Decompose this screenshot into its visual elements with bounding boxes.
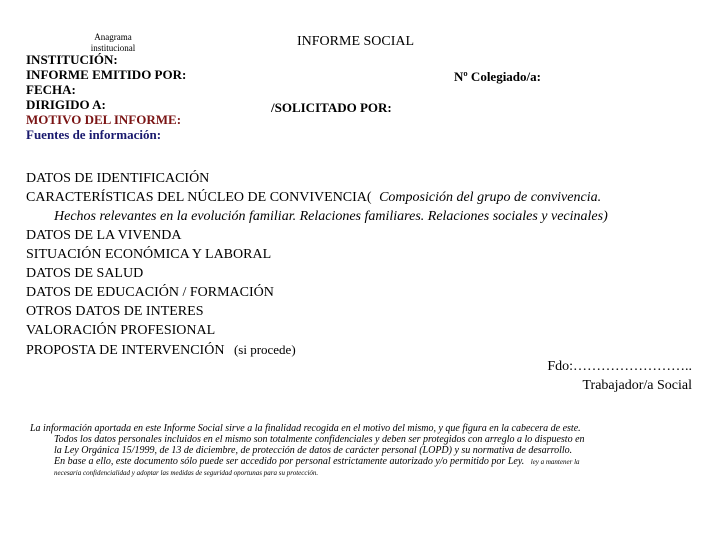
section-valoracion: VALORACIÓN PROFESIONAL [26, 323, 216, 338]
legal-notice-line-3: la Ley Orgánica 15/1999, de 13 de diciembre, de protección de datos de carácter personal (LOPD) y su normativa de desarrollo. [54, 445, 573, 456]
legal-notice-line-4 [30, 456, 585, 468]
field-colegiado: Nº Colegiado/a: [454, 69, 541, 84]
legal-notice-line-4-small: ley a mantener la [530, 458, 580, 466]
legal-notice [30, 423, 585, 479]
field-fuentes: Fuentes de información: [26, 127, 162, 142]
logo-line-1: Anagrama [94, 32, 132, 42]
section-caracteristicas-note-2: Hechos relevantes en la evolución familiar. Relaciones familiares. Relaciones sociales y vecinales) [54, 209, 608, 224]
legal-notice-line-2: Todos los datos personales incluidos en el mismo son totalmente confidenciales y deben ser protegidos con arreglo a lo dispuesto en [54, 434, 585, 445]
page-title: INFORME SOCIAL [297, 34, 415, 49]
section-economica: SITUACIÓN ECONÓMICA Y LABORAL [26, 247, 272, 262]
signature-role: Trabajador/a Social [582, 378, 692, 393]
legal-notice-line-1: La información aportada en este Informe Social sirve a la finalidad recogida en el motivo del mismo, y que figura en la cabecera de este. [30, 423, 581, 434]
section-propuesta-title: PROPOSTA DE INTERVENCIÓN [26, 343, 225, 358]
section-identificacion: DATOS DE IDENTIFICACIÓN [26, 171, 210, 186]
legal-notice-line-5: necesaria confidencialidad y adoptar las medidas de seguridad oportunas para su protección. [54, 469, 319, 477]
report-sections [26, 169, 608, 360]
field-emitido-por: INFORME EMITIDO POR: [26, 67, 187, 82]
section-caracteristicas-note-1: Composición del grupo de convivencia. [379, 190, 602, 205]
section-propuesta-note: (si procede) [233, 342, 296, 357]
signature-fdo: Fdo:…………………….. [547, 359, 692, 374]
section-caracteristicas [26, 188, 608, 207]
section-educacion: DATOS DE EDUCACIÓN / FORMACIÓN [26, 285, 274, 300]
field-dirigido-a: DIRIGIDO A: [26, 97, 106, 112]
section-caracteristicas-title: CARACTERÍSTICAS DEL NÚCLEO DE CONVIVENCIA( [26, 190, 372, 205]
legal-notice-line-4-text: En base a ello, este documento sólo puede ser accedido por personal estrictamente autorizado y/o permitido por Ley. [54, 456, 525, 467]
logo-placeholder [73, 32, 153, 54]
header-fields [26, 52, 186, 142]
field-institucion: INSTITUCIÓN: [26, 52, 118, 67]
field-fecha: FECHA: [26, 82, 76, 97]
logo-line-2: institucional [90, 43, 136, 53]
field-motivo: MOTIVO DEL INFORME: [26, 112, 182, 127]
field-solicitado-por: /SOLICITADO POR: [271, 100, 392, 115]
section-propuesta [26, 340, 608, 360]
section-vivienda: DATOS DE LA VIVENDA [26, 228, 182, 243]
section-otros: OTROS DATOS DE INTERES [26, 304, 204, 319]
section-salud: DATOS DE SALUD [26, 266, 144, 281]
